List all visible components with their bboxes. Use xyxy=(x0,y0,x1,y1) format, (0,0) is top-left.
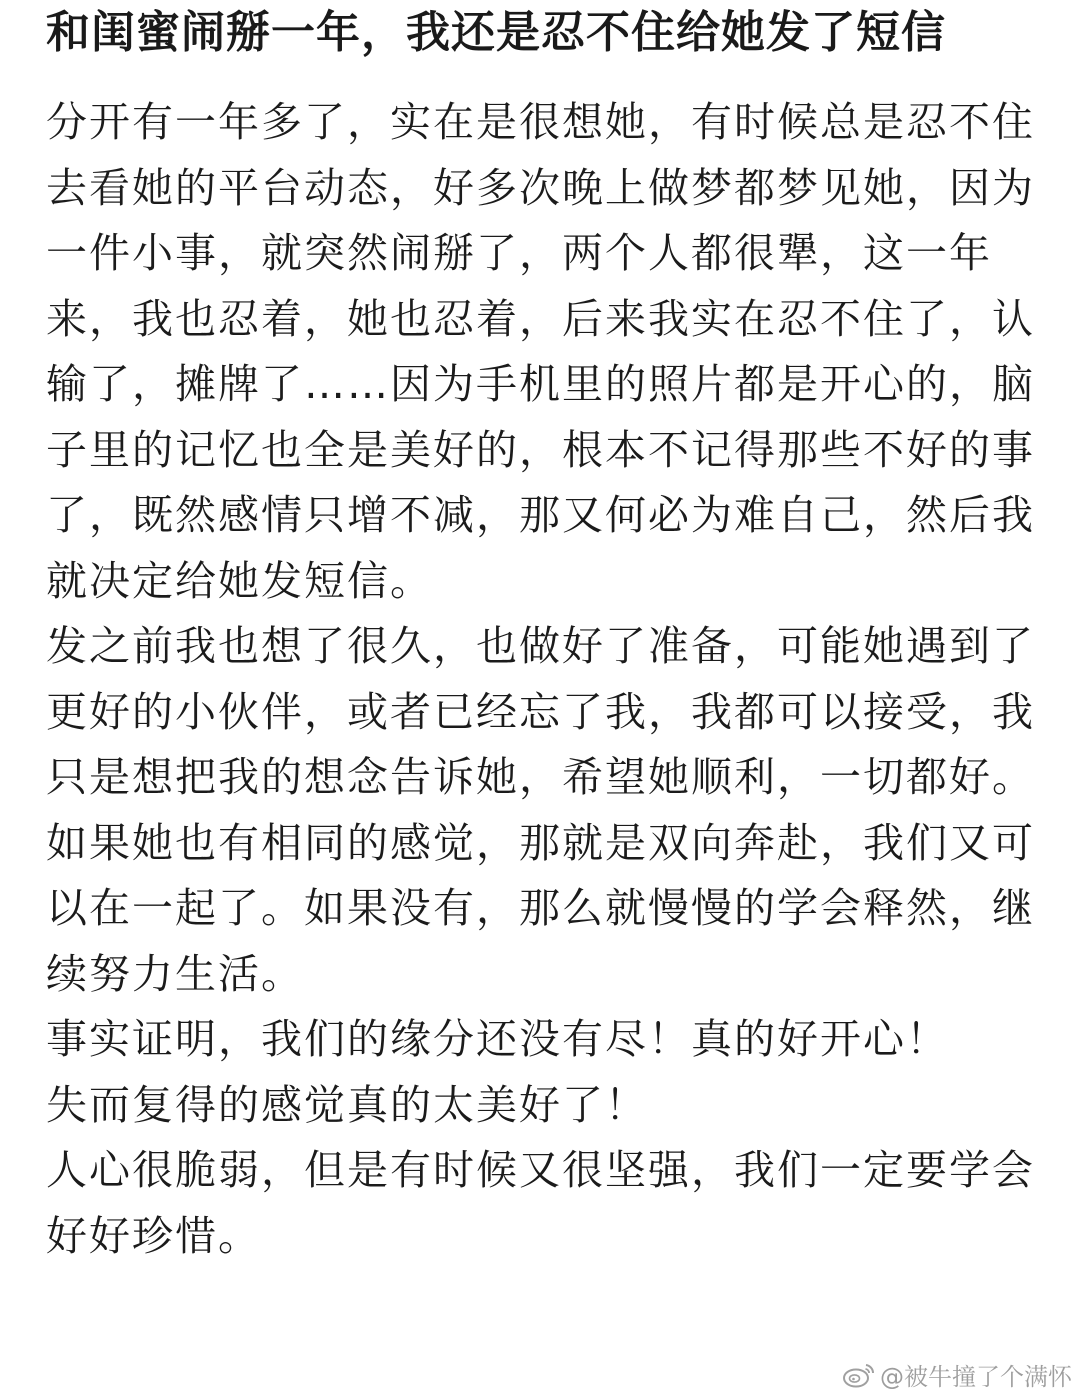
post-paragraph-4: 失而复得的感觉真的太美好了！ xyxy=(46,1080,648,1129)
watermark-text: @被牛撞了个满怀 xyxy=(880,1363,1072,1391)
post-title: 和闺蜜闹掰一年，我还是忍不住给她发了短信 xyxy=(46,7,946,58)
post-paragraph-2: 发之前我也想了很久，也做好了准备，可能她遇到了更好的小伙伴，或者已经忘了我，我都可以接受，我只是想把我的想念告诉她，希望她顺利，一切都好。如果她也有相同的感觉，那就是双向奔赴，我们又可以在一起了。如果没有，那么就慢慢的学会释然，继续努力生活。 xyxy=(46,622,1035,998)
weibo-icon xyxy=(842,1362,876,1388)
post-paragraph-3: 事实证明，我们的缘分还没有尽！真的好开心！ xyxy=(46,1015,949,1063)
post-body xyxy=(46,90,1036,1269)
post-container xyxy=(46,0,1036,1269)
watermark xyxy=(842,1357,1072,1392)
post-paragraph-1: 分开有一年多了，实在是很想她，有时候总是忍不住去看她的平台动态，好多次晚上做梦都梦见她，因为一件小事，就突然闹掰了，两个人都很犟，这一年来，我也忍着，她也忍着，后来我实在忍不住了，认输了，摊牌了……因为手机里的照片都是开心的，脑子里的记忆也全是美好的，根本不记得那些不好的事了，既然感情只增不减，那又何必为难自己，然后我就决定给她发短信。 xyxy=(46,98,1035,605)
post-paragraph-5: 人心很脆弱，但是有时候又很坚强，我们一定要学会好好珍惜。 xyxy=(46,1146,1035,1260)
